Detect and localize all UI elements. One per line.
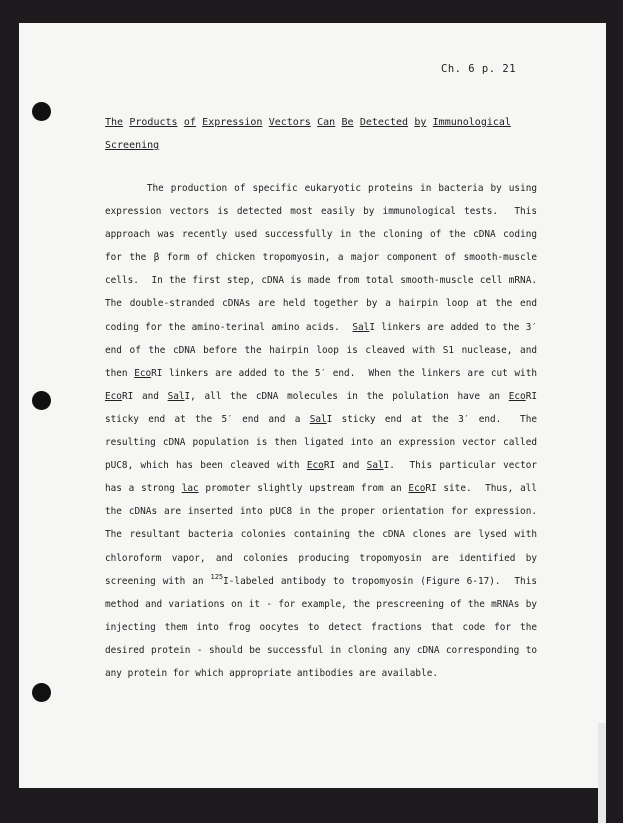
underlined-term: Sal: [366, 460, 384, 472]
text-line: desired protein - should be successful in cloning any cDNA corresponding to: [105, 644, 537, 656]
heading-word: Can: [317, 117, 336, 128]
text-line: has a strong lac promoter slightly upstream from an EcoRI site. Thus, all: [105, 483, 537, 495]
text-line: injecting them into frog oocytes to detect fractions that code for the: [105, 621, 537, 633]
text-line: screening with an $^{125}$I-labeled antibody to tropomyosin (Figure 6-17). This: [105, 572, 537, 587]
text-line: sticky end at the 5′ end and a SalI sticky end at the 3′ end. The: [105, 413, 537, 425]
heading-word: Expression: [202, 117, 263, 128]
text-line: EcoRI and SalI, all the cDNA molecules in the polulation have an EcoRI: [105, 390, 537, 402]
punch-hole: [32, 102, 51, 121]
punch-hole: [32, 683, 51, 702]
text-line: approach was recently used successfully in the cloning of the cDNA coding: [105, 229, 537, 241]
heading-word: Detected: [359, 117, 409, 128]
text-line: The production of specific eukaryotic proteins in bacteria by using: [105, 183, 537, 194]
heading-line-2: Screening: [105, 140, 160, 151]
text-line: end of the cDNA before the hairpin loop is cleaved with S1 nuclease, and: [105, 344, 537, 356]
heading-word: by: [414, 117, 427, 128]
heading-word: Vectors: [268, 117, 311, 128]
text-line: pUC8, which has been cleaved with EcoRI and SalI. This particular vector: [105, 460, 538, 472]
text-line: coding for the amino-terinal amino acids. SalI linkers are added to the 3′: [105, 321, 537, 333]
heading-line-1: [105, 111, 511, 134]
text-line: chloroform vapor, and colonies producing tropomyosin are identified by: [105, 552, 537, 564]
underlined-term: Eco: [306, 460, 324, 472]
underlined-term: Sal: [352, 321, 370, 333]
body-paragraph: [105, 177, 537, 685]
heading-word: Products: [129, 117, 178, 128]
punch-hole: [32, 391, 51, 410]
section-heading: [105, 111, 511, 157]
text-line: resulting cDNA population is then ligated into an expression vector called: [105, 437, 537, 449]
text-line: expression vectors is detected most easily by immunological tests. This: [105, 206, 537, 218]
underlined-term: Sal: [167, 390, 185, 402]
text-line: cells. In the first step, cDNA is made from total smooth-muscle cell mRNA.: [105, 275, 537, 287]
underlined-term: Eco: [134, 367, 152, 379]
underlined-term: Eco: [105, 390, 122, 402]
page-number: Ch. 6 p. 21: [441, 63, 517, 75]
heading-word: Immunological: [432, 117, 511, 128]
text-line: method and variations on it - for example, the prescreening of the mRNAs by: [105, 598, 537, 610]
text-line: the cDNAs are inserted into pUC8 in the proper orientation for expression.: [105, 506, 537, 518]
document-page: [19, 23, 606, 788]
heading-word: The: [105, 117, 124, 128]
text-line: for the β form of chicken tropomyosin, a major component of smooth-muscle: [105, 252, 537, 264]
underlined-term: Sal: [309, 413, 327, 425]
underlined-term: lac: [181, 483, 199, 495]
text-line: then EcoRI linkers are added to the 5′ end. When the linkers are cut with: [105, 367, 537, 379]
text-line: The resultant bacteria colonies containing the cDNA clones are lysed with: [105, 529, 537, 541]
heading-word: of: [183, 117, 196, 128]
superscript: 125: [210, 572, 224, 581]
heading-word: Be: [341, 117, 354, 128]
underlined-term: Eco: [508, 390, 526, 402]
page-edge: [598, 723, 606, 823]
text-line: any protein for which appropriate antibodies are available.: [105, 667, 439, 679]
underlined-term: Eco: [408, 483, 426, 495]
text-line: The double-stranded cDNAs are held together by a hairpin loop at the end: [105, 298, 537, 310]
